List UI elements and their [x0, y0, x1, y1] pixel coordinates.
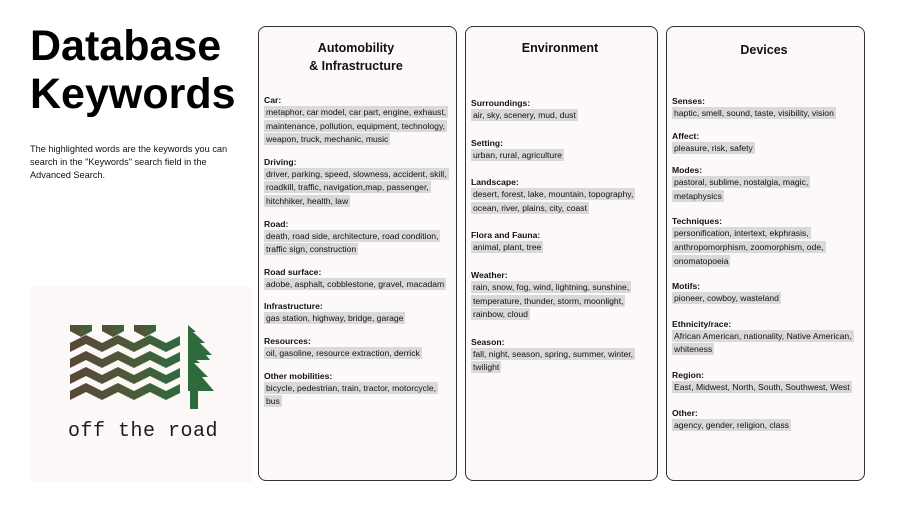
category-landscape: [471, 176, 649, 215]
category-heading: Driving:: [264, 156, 297, 167]
keyword-list: [264, 278, 448, 292]
panel-title-line-1: Automobility: [317, 41, 395, 55]
logo-tree: [188, 325, 212, 360]
logo-zigzag-row: [70, 351, 180, 368]
category-heading: Landscape:: [471, 177, 519, 188]
category-heading: Road:: [264, 218, 289, 229]
keyword-list: [672, 227, 856, 268]
keyword-list: [672, 419, 856, 433]
keyword-list: [672, 381, 856, 395]
keyword-list: [672, 142, 856, 156]
keywords: adobe, asphalt, cobblestone, gravel, macadam: [266, 278, 445, 289]
keyword-list: [264, 106, 448, 147]
category-heading: Car:: [264, 95, 282, 105]
logo-tree: [188, 353, 214, 409]
logo-chevron-top: [102, 325, 124, 337]
category-resources: [264, 335, 448, 361]
category-heading: Road surface:: [264, 266, 322, 277]
category-heading: Other:: [672, 407, 698, 418]
category-flora-fauna: [471, 229, 649, 255]
keywords: desert, forest, lake, mountain, topography, ocean, river, plains, city, coast: [473, 189, 634, 213]
keywords: African American, nationality, Native American, whiteness: [674, 330, 852, 355]
category-motifs: [672, 280, 856, 306]
keyword-list: [471, 348, 649, 375]
category-driving: [264, 156, 448, 209]
category-heading: Senses:: [672, 96, 705, 106]
keyword-list: [264, 347, 448, 361]
panel-environment: [465, 26, 658, 481]
keywords: gas station, highway, bridge, garage: [266, 313, 404, 324]
category-car: [264, 94, 448, 147]
keywords: haptic, smell, sound, taste, visibility, vision: [674, 108, 834, 118]
category-heading: Affect:: [672, 130, 700, 141]
keywords: rain, snow, fog, wind, lightning, sunshine, temperature, thunder, storm, moonlight, rainbow, cloud: [473, 281, 630, 320]
panel-title: [264, 39, 448, 75]
keywords: bicycle, pedestrian, train, tractor, motorcycle, bus: [266, 382, 437, 407]
panel-title: [672, 41, 856, 59]
keywords: personification, intertext, ekphrasis, anthropomorphism, zoomorphism, ode, onomatopoeia: [674, 228, 824, 266]
keywords: death, road side, architecture, road condition, traffic sign, construction: [266, 230, 439, 255]
category-modes: [672, 164, 856, 203]
keyword-list: [264, 230, 448, 257]
keywords: urban, rural, agriculture: [473, 149, 562, 160]
category-heading: Ethnicity/race:: [672, 318, 732, 329]
keywords: pleasure, risk, safety: [674, 142, 753, 153]
category-affect: [672, 130, 856, 156]
panel-automobility: [258, 26, 457, 481]
keyword-list: [672, 292, 856, 306]
logo-graphic: [30, 287, 252, 427]
category-setting: [471, 137, 649, 163]
keyword-list: [264, 382, 448, 409]
keywords: agency, gender, religion, class: [674, 419, 789, 430]
category-heading: Motifs:: [672, 281, 701, 292]
category-heading: Resources:: [264, 335, 311, 346]
keywords: fall, night, season, spring, summer, winter, twilight: [473, 348, 634, 373]
panel-title-line-2: & Infrastructure: [309, 59, 403, 73]
category-season: [471, 336, 649, 375]
keywords: air, sky, scenery, mud, dust: [473, 110, 576, 120]
category-senses: [672, 95, 856, 121]
category-heading: Region:: [672, 369, 704, 380]
keywords: animal, plant, tree: [473, 242, 542, 253]
title-line-2: Keywords: [30, 70, 236, 118]
keyword-list: [471, 109, 649, 123]
category-road-surface: [264, 266, 448, 292]
keywords: driver, parking, speed, slowness, accident, skill, roadkill, traffic, navigation,map, passenger, hitchhiker, health, law: [266, 168, 447, 206]
category-heading: Season:: [471, 336, 505, 347]
logo-zigzag-row: [70, 367, 180, 384]
keywords: pastoral, sublime, nostalgia, magic, metaphysics: [674, 177, 809, 201]
category-heading: Infrastructure:: [264, 301, 323, 312]
keyword-list: [471, 149, 649, 163]
keyword-list: [672, 330, 856, 357]
intro-text: The highlighted words are the keywords you can search in the "Keywords" search field in the Advanced Search.: [30, 144, 228, 180]
category-heading: Weather:: [471, 269, 508, 280]
category-infrastructure: [264, 300, 448, 326]
keyword-list: [471, 281, 649, 322]
category-weather: [471, 269, 649, 322]
keyword-list: [264, 168, 448, 209]
keywords: oil, gasoline, resource extraction, derrick: [266, 347, 420, 358]
keywords: metaphor, car model, car part, engine, exhaust, maintenance, pollution, equipment, technology, weapon, truck, mechanic, music: [266, 107, 447, 145]
keyword-list: [471, 188, 649, 215]
logo-zigzag-row: [70, 335, 180, 352]
panel-title: [471, 39, 649, 57]
category-heading: Setting:: [471, 137, 503, 148]
category-techniques: [672, 215, 856, 268]
keyword-list: [471, 241, 649, 255]
logo: [30, 287, 252, 482]
category-heading: Other mobilities:: [264, 370, 333, 381]
category-heading: Surroundings:: [471, 98, 531, 108]
logo-text: off the road: [68, 420, 219, 443]
keyword-list: [672, 107, 856, 121]
keywords: East, Midwest, North, South, Southwest, West: [674, 381, 850, 392]
keywords: pioneer, cowboy, wasteland: [674, 293, 779, 304]
category-surroundings: [471, 97, 649, 123]
title-line-1: Database: [30, 22, 222, 70]
panel-title-line-1: Environment: [521, 41, 599, 55]
logo-chevron-top: [70, 325, 92, 337]
panel-devices: [666, 26, 865, 481]
category-region: [672, 369, 856, 395]
logo-zigzag-row: [70, 383, 180, 400]
category-heading: Modes:: [672, 165, 703, 176]
keyword-list: [264, 312, 448, 326]
category-road: [264, 218, 448, 257]
panel-title-line-1: Devices: [740, 43, 788, 57]
page-title: [30, 22, 236, 118]
category-other: [672, 407, 856, 433]
category-other-mobilities: [264, 370, 448, 409]
category-heading: Techniques:: [672, 216, 722, 227]
keyword-list: [672, 176, 856, 203]
category-heading: Flora and Fauna:: [471, 230, 541, 241]
category-ethnicity: [672, 318, 856, 357]
logo-chevron-top: [134, 325, 156, 337]
